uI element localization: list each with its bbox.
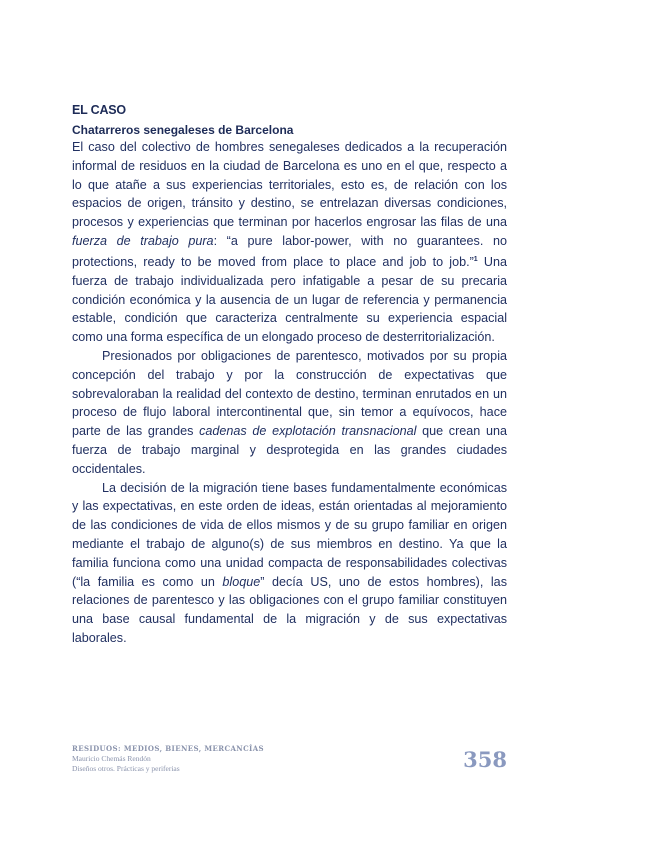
- footer-series-title: RESIDUOS: MEDIOS, BIENES, MERCANCÍAS: [72, 744, 265, 753]
- italic-phrase: cadenas de explotación transnacional: [199, 424, 417, 439]
- page-footer: [72, 744, 507, 780]
- paragraph-3: [72, 479, 507, 648]
- paragraph-text: : “a pure labor-power, with no guarantees. no protections, ready to be moved from place to place and job to job.”: [72, 233, 507, 269]
- paragraph-text: Presionados por obligaciones de parentesco, motivados por su propia concepción del trabajo y por la construcción de expectativas que sobrevaloraban la realidad del contexto de destino, terminan enrutados en un proceso de flujo laboral intercontinental que, sin temor a equívocos, hace parte de las grandes: [72, 348, 507, 439]
- paragraph-text: Una fuerza de trabajo individualizada pero infatigable a pesar de su precaria condición económica y la ausencia de un lugar de referencia y permanencia estable, condición que caracteriza centralmente su experiencia espacial como una forma específica de un elongado proceso de desterritorialización.: [72, 254, 507, 345]
- paragraph-text: que crean una fuerza de trabajo marginal y desprotegida en las grandes ciudades occidentales.: [72, 424, 507, 476]
- paragraph-1: [72, 138, 507, 347]
- italic-phrase: bloque: [222, 574, 261, 589]
- paragraph-2: [72, 347, 507, 479]
- footnote-marker[interactable]: 1: [473, 255, 478, 263]
- footer-author: Mauricio Chemás Rendón: [72, 754, 151, 763]
- paragraph-text: La decisión de la migración tiene bases fundamentalmente económicas y las expectativas, en este orden de ideas, están orientadas al mejoramiento de las condiciones de vida de ellos mismos y de su grupo familiar en origen mediante el trabajo de alguno(s) de sus miembros en destino. Ya que la familia funciona como una unidad compacta de responsabilidades colectivas (“la familia es como un: [72, 480, 507, 589]
- page-number: 358: [463, 747, 507, 772]
- section-subheading: Chatarreros senegaleses de Barcelona: [72, 123, 294, 137]
- footer-credits: [72, 744, 264, 774]
- paragraph-text: El caso del colectivo de hombres senegaleses dedicados a la recuperación informal de residuos en la ciudad de Barcelona es uno en el que, respecto a lo que atañe a sus experiencias territoriales, esto es, de relación con los espacios de origen, tránsito y destino, se entrelazan diversas condiciones, procesos y experiencias que terminan por hacerlos engrosar las filas de una: [72, 140, 507, 230]
- main-content: [72, 102, 507, 648]
- section-heading: EL CASO: [72, 103, 126, 117]
- footer-book-title: Diseños otros. Prácticas y periferias: [72, 764, 180, 773]
- paragraph-text: ” decía US, uno de estos hombres), las relaciones de parentesco y las obligaciones con el grupo familiar constituyen una base causal fundamental de la migración y de sus expectativas laborales.: [72, 574, 507, 645]
- italic-phrase: fuerza de trabajo pura: [72, 233, 214, 248]
